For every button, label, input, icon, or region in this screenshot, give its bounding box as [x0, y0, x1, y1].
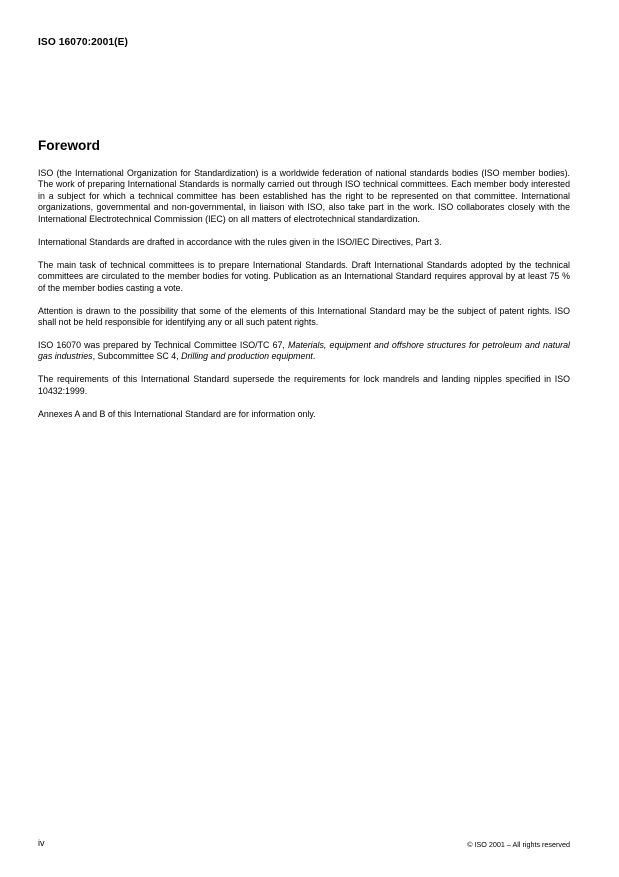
committee-title: Materials, equipment and offshore structures for petroleum and natural gas industries [38, 339, 570, 362]
paragraph-iso-description: ISO (the International Organization for Standardization) is a worldwide federation of national standards bodies (ISO member bodies). The work of preparing International Standards is normally carried out through ISO technical committees. Each member body interested in a subject for which a technical committee has been established has the right to be represented on that committee. International organizations, governmental and non-governmental, in liaison with ISO, also take part in the work. ISO collaborates closely with the International Electrotechnical Commission (IEC) on all matters of electrotechnical standardization. [38, 168, 570, 224]
page-title: Foreword [38, 138, 100, 153]
preparation-text-1: ISO 16070 was prepared by Technical Committee ISO/TC 67, [38, 339, 289, 350]
subcommittee-title: Drilling and production equipment [181, 351, 313, 362]
copyright-notice: © ISO 2001 – All rights reserved [467, 840, 570, 849]
page-number: iv [38, 838, 45, 848]
paragraph-patent-rights: Attention is drawn to the possibility that some of the elements of this International Standard may be the subject of patent rights. ISO shall not be held responsible for identifying any or all such patent rights. [38, 305, 570, 328]
paragraph-preparation [38, 340, 570, 363]
document-id-header: ISO 16070:2001(E) [38, 37, 129, 48]
preparation-text-3: . [312, 351, 316, 362]
paragraph-directives: International Standards are drafted in accordance with the rules given in the ISO/IEC Directives, Part 3. [38, 236, 442, 247]
preparation-text-2: , Subcommittee SC 4, [92, 351, 182, 362]
paragraph-committee-task: The main task of technical committees is to prepare International Standards. Draft International Standards adopted by the technical committees are circulated to the member bodies for voting. Publication as an International Standard requires approval by at least 75 % of the member bodies casting a vote. [38, 259, 570, 293]
paragraph-annexes: Annexes A and B of this International Standard are for information only. [38, 408, 316, 419]
foreword-body [38, 168, 570, 432]
paragraph-supersede: The requirements of this International Standard supersede the requirements for lock mandrels and landing nipples specified in ISO 10432:1999. [38, 374, 570, 396]
